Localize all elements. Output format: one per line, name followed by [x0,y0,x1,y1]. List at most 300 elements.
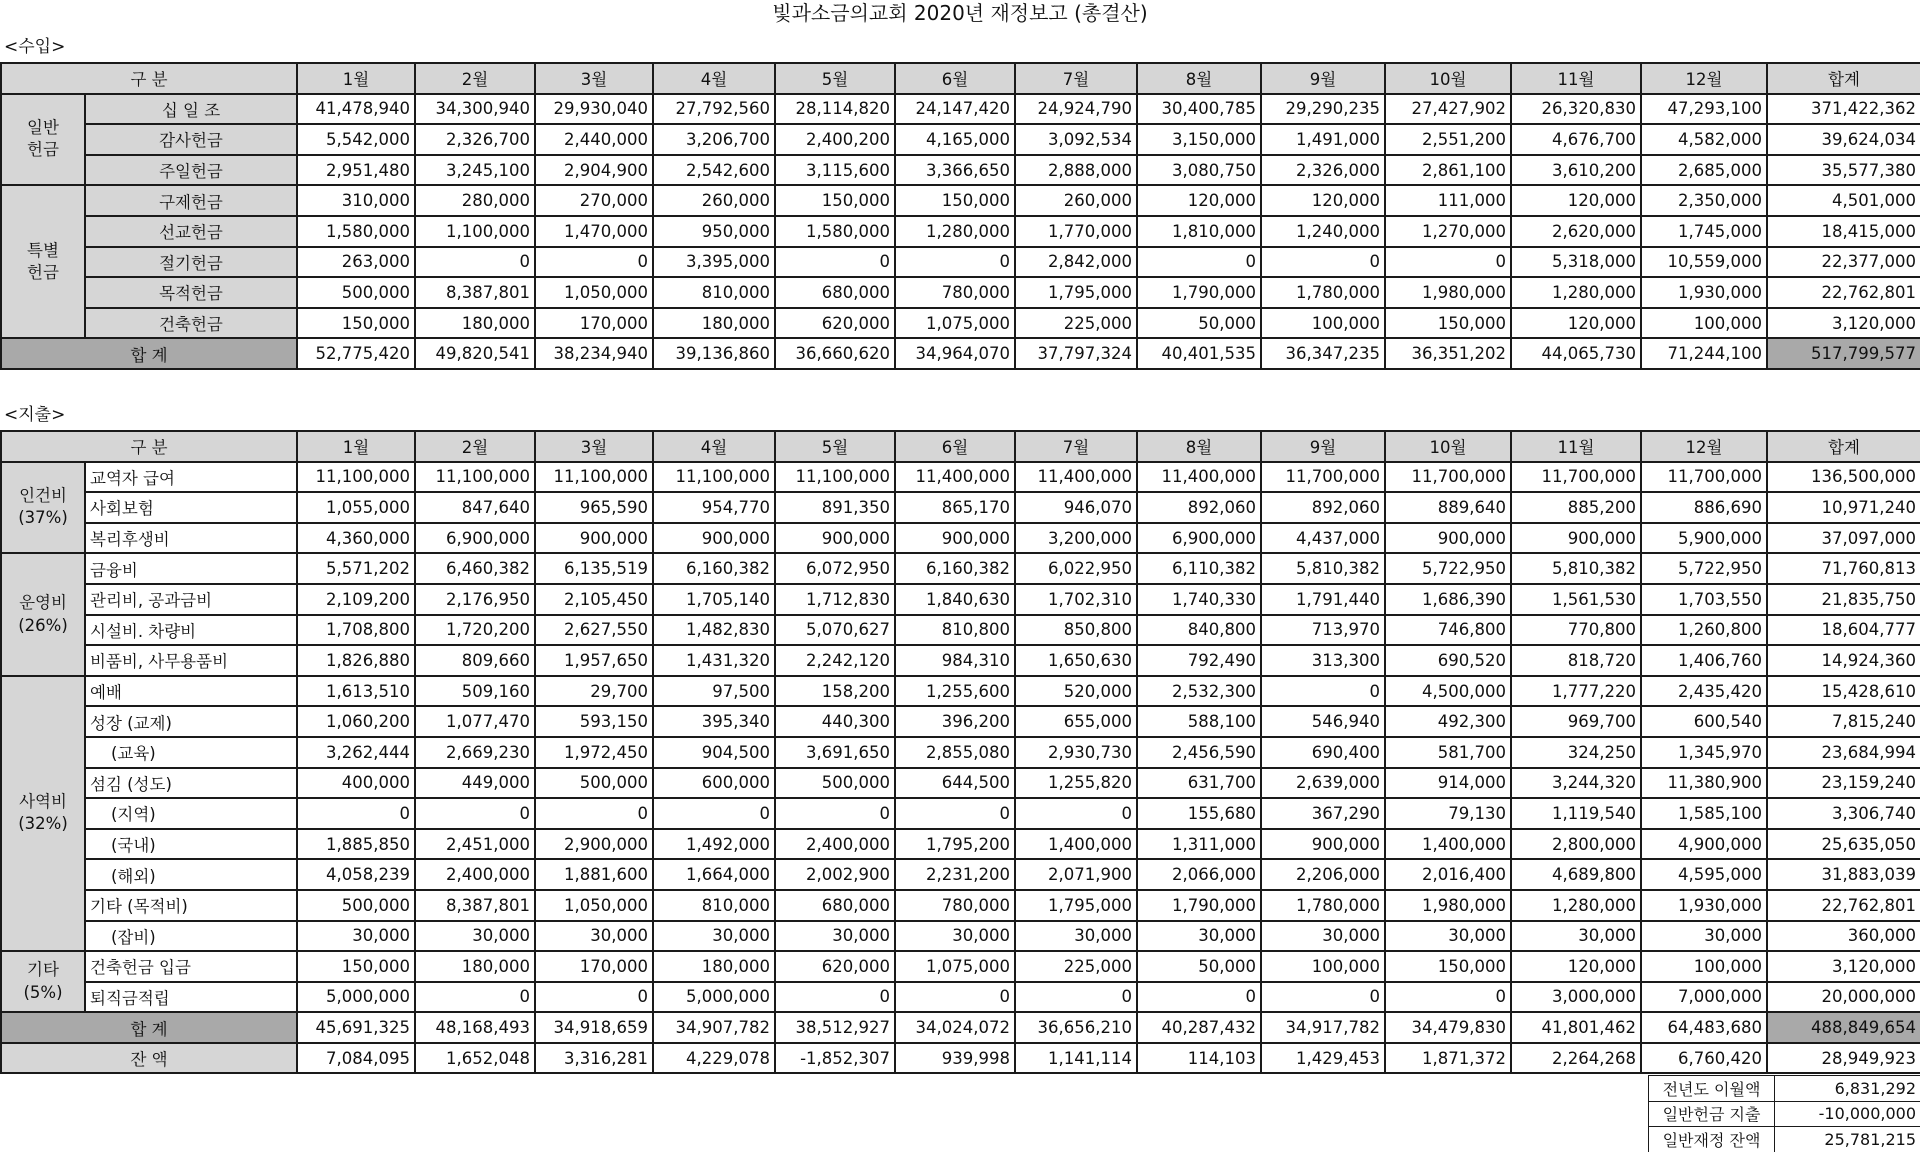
value-cell: 1,492,000 [653,829,775,860]
value-cell: 8,387,801 [415,277,535,308]
table-row [1,951,1920,982]
row-total-cell: 25,635,050 [1767,829,1920,860]
item-label-cell: 금융비 [85,553,297,584]
value-cell: 780,000 [895,277,1015,308]
value-cell: 100,000 [1641,308,1767,339]
value-cell: 914,000 [1385,768,1511,799]
value-cell: 1,270,000 [1385,216,1511,247]
row-total-cell: 39,624,034 [1767,124,1920,155]
value-cell: 5,000,000 [297,982,415,1013]
total-row-label: 합 계 [1,338,297,369]
value-cell: 1,795,000 [1015,277,1137,308]
value-cell: 6,160,382 [653,553,775,584]
value-cell: 644,500 [895,768,1015,799]
header-month-cell: 9월 [1261,63,1385,94]
total-row-grand-total: 517,799,577 [1767,338,1920,369]
value-cell: 36,656,210 [1015,1012,1137,1043]
value-cell: 0 [535,982,653,1013]
value-cell: 0 [1261,247,1385,278]
header-row [1,431,1920,462]
value-cell: 500,000 [775,768,895,799]
item-label-cell: 성장 (교제) [85,706,297,737]
value-cell: 395,340 [653,706,775,737]
value-cell: 8,387,801 [415,890,535,921]
value-cell: 50,000 [1137,308,1261,339]
row-total-cell: 20,000,000 [1767,982,1920,1013]
value-cell: 11,700,000 [1511,462,1641,493]
value-cell: 1,580,000 [297,216,415,247]
table-row [1,584,1920,615]
header-month-cell: 3월 [535,63,653,94]
row-total-cell: 14,924,360 [1767,645,1920,676]
value-cell: 780,000 [895,890,1015,921]
value-cell: 2,620,000 [1511,216,1641,247]
value-cell: 52,775,420 [297,338,415,369]
row-total-cell: 18,604,777 [1767,615,1920,646]
total-row-label: 합 계 [1,1012,297,1043]
item-label-cell: 선교헌금 [85,216,297,247]
value-cell: 11,700,000 [1261,462,1385,493]
header-month-cell: 6월 [895,63,1015,94]
value-cell: 1,141,114 [1015,1043,1137,1074]
value-cell: 114,103 [1137,1043,1261,1074]
header-total-cell: 합계 [1767,431,1920,462]
row-total-cell: 360,000 [1767,921,1920,952]
group-label-cell: 일반 헌금 [1,94,85,186]
value-cell: 3,245,100 [415,155,535,186]
value-cell: 3,080,750 [1137,155,1261,186]
value-cell: 3,092,534 [1015,124,1137,155]
value-cell: 2,016,400 [1385,859,1511,890]
value-cell: 396,200 [895,706,1015,737]
value-cell: 680,000 [775,277,895,308]
value-cell: 0 [775,982,895,1013]
row-total-cell: 23,684,994 [1767,737,1920,768]
value-cell: 100,000 [1641,951,1767,982]
value-cell: 37,797,324 [1015,338,1137,369]
value-cell: 36,351,202 [1385,338,1511,369]
expense-table [0,430,1920,1074]
summary-table [1648,1075,1920,1152]
value-cell: 30,000 [895,921,1015,952]
value-cell: 30,000 [297,921,415,952]
item-label-cell: 시설비. 차량비 [85,615,297,646]
value-cell: 4,689,800 [1511,859,1641,890]
header-month-cell: 4월 [653,63,775,94]
value-cell: 2,264,268 [1511,1043,1641,1074]
value-cell: 2,542,600 [653,155,775,186]
row-total-cell: 23,159,240 [1767,768,1920,799]
value-cell: 2,326,000 [1261,155,1385,186]
item-label-cell: 주일헌금 [85,155,297,186]
value-cell: 1,075,000 [895,951,1015,982]
value-cell: 34,964,070 [895,338,1015,369]
value-cell: 34,479,830 [1385,1012,1511,1043]
value-cell: 3,262,444 [297,737,415,768]
value-cell: 11,100,000 [415,462,535,493]
row-total-cell: 22,762,801 [1767,890,1920,921]
value-cell: 1,100,000 [415,216,535,247]
row-total-cell: 3,120,000 [1767,951,1920,982]
value-cell: 29,700 [535,676,653,707]
value-cell: 6,135,519 [535,553,653,584]
row-total-cell: 371,422,362 [1767,94,1920,125]
value-cell: 1,795,200 [895,829,1015,860]
value-cell: 111,000 [1385,185,1511,216]
value-cell: 6,760,420 [1641,1043,1767,1074]
header-month-cell: 5월 [775,431,895,462]
value-cell: 367,290 [1261,798,1385,829]
item-label-cell: 예배 [85,676,297,707]
table-row [1,676,1920,707]
value-cell: 4,058,239 [297,859,415,890]
value-cell: 4,165,000 [895,124,1015,155]
value-cell: 3,150,000 [1137,124,1261,155]
value-cell: 1,280,000 [895,216,1015,247]
value-cell: 5,722,950 [1641,553,1767,584]
value-cell: 150,000 [297,951,415,982]
header-month-cell: 4월 [653,431,775,462]
table-row [1,768,1920,799]
value-cell: 850,800 [1015,615,1137,646]
summary-value: 6,831,292 [1775,1076,1920,1102]
header-total-cell: 합계 [1767,63,1920,94]
value-cell: 11,400,000 [1015,462,1137,493]
value-cell: 0 [1015,798,1137,829]
value-cell: 30,000 [1641,921,1767,952]
value-cell: 180,000 [415,308,535,339]
report-title: 빛과소금의교회 2020년 재정보고 (총결산) [772,1,1148,25]
group-label-cell: 운영비 (26%) [1,553,85,675]
value-cell: 2,861,100 [1385,155,1511,186]
value-cell: 263,000 [297,247,415,278]
value-cell: 2,930,730 [1015,737,1137,768]
value-cell: 810,000 [653,890,775,921]
value-cell: 5,318,000 [1511,247,1641,278]
value-cell: 5,900,000 [1641,523,1767,554]
value-cell: 1,280,000 [1511,277,1641,308]
value-cell: 48,168,493 [415,1012,535,1043]
value-cell: 29,930,040 [535,94,653,125]
value-cell: 34,024,072 [895,1012,1015,1043]
value-cell: 34,300,940 [415,94,535,125]
item-label-cell: 감사헌금 [85,124,297,155]
value-cell: 11,700,000 [1385,462,1511,493]
row-total-cell: 10,971,240 [1767,492,1920,523]
value-cell: 30,000 [1385,921,1511,952]
summary-label: 일반재정 잔액 [1649,1127,1775,1152]
value-cell: 40,287,432 [1137,1012,1261,1043]
value-cell: 2,071,900 [1015,859,1137,890]
table-row [1,615,1920,646]
value-cell: 30,000 [1511,921,1641,952]
header-month-cell: 7월 [1015,63,1137,94]
value-cell: 1,871,372 [1385,1043,1511,1074]
value-cell: 6,072,950 [775,553,895,584]
value-cell: 690,520 [1385,645,1511,676]
value-cell: 1,077,470 [415,706,535,737]
value-cell: 900,000 [895,523,1015,554]
group-label-cell: 인건비 (37%) [1,462,85,554]
value-cell: 2,842,000 [1015,247,1137,278]
header-month-cell: 11월 [1511,431,1641,462]
value-cell: 1,650,630 [1015,645,1137,676]
value-cell: 0 [535,247,653,278]
value-cell: 2,440,000 [535,124,653,155]
value-cell: 4,582,000 [1641,124,1767,155]
table-row [1,155,1920,186]
value-cell: 1,050,000 [535,277,653,308]
value-cell: 892,060 [1137,492,1261,523]
value-cell: 1,260,800 [1641,615,1767,646]
table-row [1,706,1920,737]
value-cell: 30,000 [775,921,895,952]
value-cell: 2,456,590 [1137,737,1261,768]
value-cell: 0 [1137,247,1261,278]
value-cell: 588,100 [1137,706,1261,737]
value-cell: 770,800 [1511,615,1641,646]
value-cell: 809,660 [415,645,535,676]
row-total-cell: 71,760,813 [1767,553,1920,584]
value-cell: 1,745,000 [1641,216,1767,247]
value-cell: 965,590 [535,492,653,523]
value-cell: 120,000 [1511,951,1641,982]
group-label-cell: 기타 (5%) [1,951,85,1012]
value-cell: 1,790,000 [1137,277,1261,308]
value-cell: 3,244,320 [1511,768,1641,799]
value-cell: 1,431,320 [653,645,775,676]
value-cell: 1,980,000 [1385,277,1511,308]
value-cell: 1,400,000 [1385,829,1511,860]
value-cell: 225,000 [1015,308,1137,339]
value-cell: 6,900,000 [415,523,535,554]
value-cell: 34,907,782 [653,1012,775,1043]
value-cell: 3,691,650 [775,737,895,768]
header-month-cell: 5월 [775,63,895,94]
value-cell: 2,435,420 [1641,676,1767,707]
value-cell: 1,613,510 [297,676,415,707]
value-cell: 400,000 [297,768,415,799]
value-cell: 11,100,000 [535,462,653,493]
value-cell: 120,000 [1137,185,1261,216]
value-cell: 1,664,000 [653,859,775,890]
summary-value: 25,781,215 [1775,1127,1920,1152]
header-month-cell: 8월 [1137,63,1261,94]
value-cell: 2,242,120 [775,645,895,676]
value-cell: 0 [895,982,1015,1013]
value-cell: 954,770 [653,492,775,523]
value-cell: 1,075,000 [895,308,1015,339]
value-cell: 11,700,000 [1641,462,1767,493]
value-cell: 1,400,000 [1015,829,1137,860]
value-cell: 158,200 [775,676,895,707]
value-cell: 5,722,950 [1385,553,1511,584]
value-cell: 1,780,000 [1261,890,1385,921]
value-cell: 840,800 [1137,615,1261,646]
summary-label: 전년도 이월액 [1649,1076,1775,1102]
value-cell: 11,400,000 [1137,462,1261,493]
value-cell: 1,790,000 [1137,890,1261,921]
value-cell: 1,580,000 [775,216,895,247]
value-cell: 97,500 [653,676,775,707]
value-cell: 2,326,700 [415,124,535,155]
row-total-cell: 136,500,000 [1767,462,1920,493]
value-cell: 170,000 [535,308,653,339]
value-cell: 5,000,000 [653,982,775,1013]
value-cell: 2,066,000 [1137,859,1261,890]
value-cell: 6,022,950 [1015,553,1137,584]
value-cell: 30,000 [1015,921,1137,952]
value-cell: 44,065,730 [1511,338,1641,369]
value-cell: 2,451,000 [415,829,535,860]
header-month-cell: 10월 [1385,431,1511,462]
value-cell: 680,000 [775,890,895,921]
value-cell: 30,000 [535,921,653,952]
value-cell: 2,206,000 [1261,859,1385,890]
value-cell: 11,380,900 [1641,768,1767,799]
header-month-cell: 2월 [415,63,535,94]
item-label-cell: 퇴직금적립 [85,982,297,1013]
value-cell: 2,551,200 [1385,124,1511,155]
item-label-cell: 목적헌금 [85,277,297,308]
item-label-cell: (교육) [85,737,297,768]
value-cell: 1,561,530 [1511,584,1641,615]
value-cell: 0 [775,247,895,278]
header-month-cell: 10월 [1385,63,1511,94]
value-cell: 38,512,927 [775,1012,895,1043]
item-label-cell: 건축헌금 입금 [85,951,297,982]
value-cell: 1,703,550 [1641,584,1767,615]
value-cell: 1,972,450 [535,737,653,768]
item-label-cell: 건축헌금 [85,308,297,339]
value-cell: 24,147,420 [895,94,1015,125]
value-cell: 0 [1385,982,1511,1013]
value-cell: 1,255,600 [895,676,1015,707]
value-cell: 2,532,300 [1137,676,1261,707]
table-row [1,185,1920,216]
table-row [1,921,1920,952]
value-cell: 2,888,000 [1015,155,1137,186]
value-cell: 41,478,940 [297,94,415,125]
income-section-label: <수입> [4,37,66,57]
value-cell: 891,350 [775,492,895,523]
value-cell: 2,951,480 [297,155,415,186]
value-cell: 1,885,850 [297,829,415,860]
summary-label: 일반헌금 지출 [1649,1101,1775,1127]
value-cell: 546,940 [1261,706,1385,737]
value-cell: 6,460,382 [415,553,535,584]
value-cell: 1,255,820 [1015,768,1137,799]
value-cell: 950,000 [653,216,775,247]
value-cell: 71,244,100 [1641,338,1767,369]
header-month-cell: 1월 [297,63,415,94]
value-cell: 0 [895,798,1015,829]
value-cell: 1,840,630 [895,584,1015,615]
value-cell: 120,000 [1261,185,1385,216]
value-cell: 889,640 [1385,492,1511,523]
value-cell: 1,482,830 [653,615,775,646]
value-cell: 1,050,000 [535,890,653,921]
value-cell: 0 [1261,676,1385,707]
table-row [1,523,1920,554]
item-label-cell: 절기헌금 [85,247,297,278]
value-cell: 4,229,078 [653,1043,775,1074]
value-cell: 1,777,220 [1511,676,1641,707]
item-label-cell: 구제헌금 [85,185,297,216]
balance-row [1,1043,1920,1074]
value-cell: 810,000 [653,277,775,308]
value-cell: 1,491,000 [1261,124,1385,155]
value-cell: 4,900,000 [1641,829,1767,860]
value-cell: 100,000 [1261,308,1385,339]
item-label-cell: (잡비) [85,921,297,952]
value-cell: 280,000 [415,185,535,216]
value-cell: 2,627,550 [535,615,653,646]
value-cell: 0 [1385,247,1511,278]
value-cell: 900,000 [1261,829,1385,860]
value-cell: 2,900,000 [535,829,653,860]
value-cell: 5,571,202 [297,553,415,584]
value-cell: 3,115,600 [775,155,895,186]
value-cell: 810,800 [895,615,1015,646]
value-cell: 886,690 [1641,492,1767,523]
table-row [1,492,1920,523]
value-cell: 1,708,800 [297,615,415,646]
value-cell: 2,176,950 [415,584,535,615]
value-cell: 620,000 [775,308,895,339]
value-cell: 6,160,382 [895,553,1015,584]
value-cell: 1,702,310 [1015,584,1137,615]
value-cell: 7,084,095 [297,1043,415,1074]
value-cell: 2,800,000 [1511,829,1641,860]
value-cell: 180,000 [415,951,535,982]
value-cell: 11,400,000 [895,462,1015,493]
value-cell: 120,000 [1511,308,1641,339]
value-cell: 0 [415,247,535,278]
item-label-cell: (해외) [85,859,297,890]
value-cell: 120,000 [1511,185,1641,216]
table-row [1,308,1920,339]
value-cell: 2,639,000 [1261,768,1385,799]
value-cell: 0 [1015,982,1137,1013]
expense-section-label: <지출> [4,405,66,425]
value-cell: 0 [653,798,775,829]
value-cell: 818,720 [1511,645,1641,676]
total-row [1,1012,1920,1043]
value-cell: 2,002,900 [775,859,895,890]
value-cell: 1,585,100 [1641,798,1767,829]
value-cell: 1,780,000 [1261,277,1385,308]
value-cell: 7,000,000 [1641,982,1767,1013]
summary-value: -10,000,000 [1775,1101,1920,1127]
row-total-cell: 18,415,000 [1767,216,1920,247]
value-cell: 79,130 [1385,798,1511,829]
value-cell: 492,300 [1385,706,1511,737]
value-cell: 150,000 [895,185,1015,216]
row-total-cell: 37,097,000 [1767,523,1920,554]
value-cell: 4,500,000 [1385,676,1511,707]
value-cell: 1,705,140 [653,584,775,615]
value-cell: 969,700 [1511,706,1641,737]
row-total-cell: 21,835,750 [1767,584,1920,615]
value-cell: 449,000 [415,768,535,799]
value-cell: 900,000 [1385,523,1511,554]
item-label-cell: 사회보험 [85,492,297,523]
value-cell: 180,000 [653,308,775,339]
value-cell: 1,652,048 [415,1043,535,1074]
value-cell: 3,366,650 [895,155,1015,186]
value-cell: 581,700 [1385,737,1511,768]
